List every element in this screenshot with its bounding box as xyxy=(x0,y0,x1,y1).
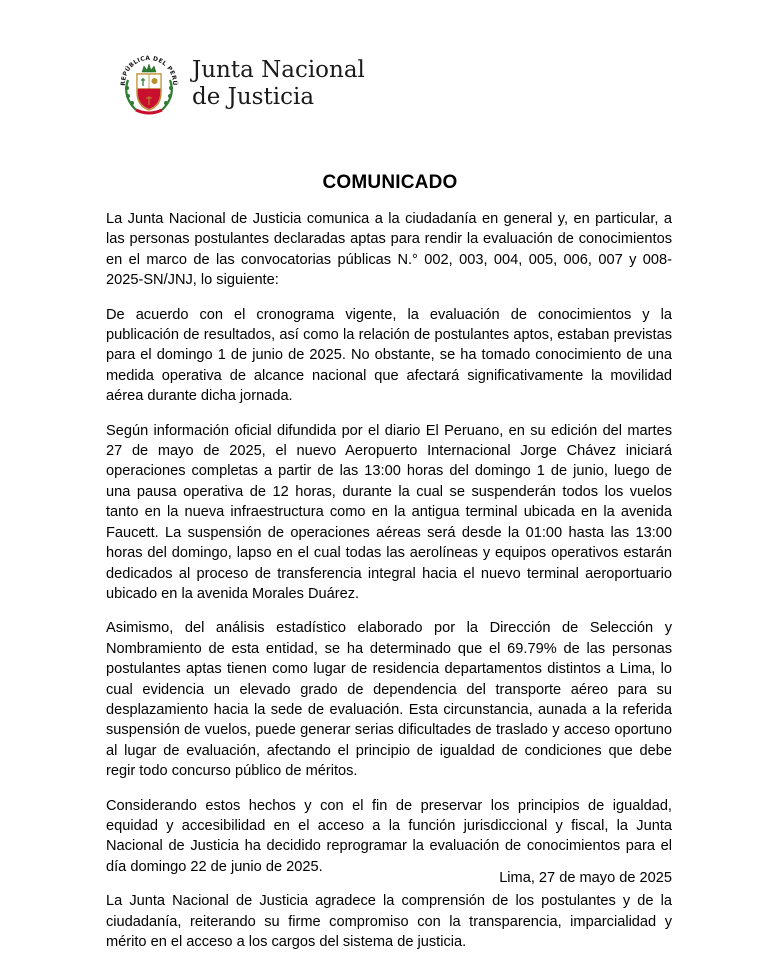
organization-name-line2: de Justicia xyxy=(192,84,315,110)
organization-name-line1: Junta Nacional xyxy=(192,57,365,83)
paragraph-intro: La Junta Nacional de Justicia comunica a la ciudadanía en general y, en particular, a las personas postulantes declaradas aptas para rendir la evaluación de conocimientos en el marco de las convocatorias públicas N.° 002, 003, 004, 005, 006, 007 y 008-2025-SN/JNJ, lo siguiente: xyxy=(106,211,672,289)
paragraph-schedule: De acuerdo con el cronograma vigente, la evaluación de conocimientos y la publicación de resultados, así como la relación de postulantes aptos, estaban previstas para el domingo 1 de junio de 2025. No obstante, se ha tomado conocimiento de una medida operativa de alcance nacional que afectará significativamente la movilidad aérea durante dicha jornada. xyxy=(106,306,672,405)
letterhead xyxy=(116,50,365,118)
document-title: COMUNICADO xyxy=(322,172,458,193)
paragraph-decision: Considerando estos hechos y con el fin de preservar los principios de igualdad, equidad y accesibilidad en el acceso a la función jurisdiccional y fiscal, la Junta Nacional de Justicia ha decidido reprogramar la evaluación de conocimientos para el día domingo 22 de junio de 2025. xyxy=(106,797,672,875)
paragraph-closing: La Junta Nacional de Justicia agradece la comprensión de los postulantes y de la ciudadanía, reiterando su firme compromiso con la transparencia, imparcialidad y mérito en el acceso a los cargos del sistema de justicia. xyxy=(106,893,672,950)
seal-text: REPÚBLICA DEL PERÚ xyxy=(119,54,179,86)
communique-body xyxy=(106,209,672,966)
paragraph-statistics: Asimismo, del análisis estadístico elaborado por la Dirección de Selección y Nombramiento de esta entidad, se ha determinado que el 69.79% de las personas postulantes aptas tienen como lugar de residencia departamentos distintos a Lima, lo cual evidencia un elevado grado de dependencia del transporte aéreo para su desplazamiento hacia la sede de evaluación. Esta circunstancia, aunada a la referida suspensión de vuelos, puede generar serias dificultades de traslado y acceso oportuno al lugar de evaluación, afectando el principio de igualdad de condiciones que debe regir todo concurso público de méritos. xyxy=(106,620,672,780)
coat-of-arms-seal xyxy=(116,50,182,118)
organization-name xyxy=(192,57,365,111)
place-and-date: Lima, 27 de mayo de 2025 xyxy=(499,870,672,886)
paragraph-airport: Según información oficial difundida por el diario El Peruano, en su edición del martes 27 de mayo de 2025, el nuevo Aeropuerto Internacional Jorge Chávez iniciará operaciones completas a partir de las 13:00 horas del domingo 1 de junio, luego de una pausa operativa de 12 horas, durante la cual se suspenderán todos los vuelos tanto en la nueva infraestructura como en la antigua terminal ubicada en la avenida Faucett. La suspensión de operaciones aéreas será desde la 01:00 hasta las 13:00 horas del domingo, lapso en el cual todas las aerolíneas y equipos operativos estarán dedicados al proceso de transferencia integral hacia el nuevo terminal aeroportuario ubicado en la avenida Morales Duárez. xyxy=(106,422,672,602)
